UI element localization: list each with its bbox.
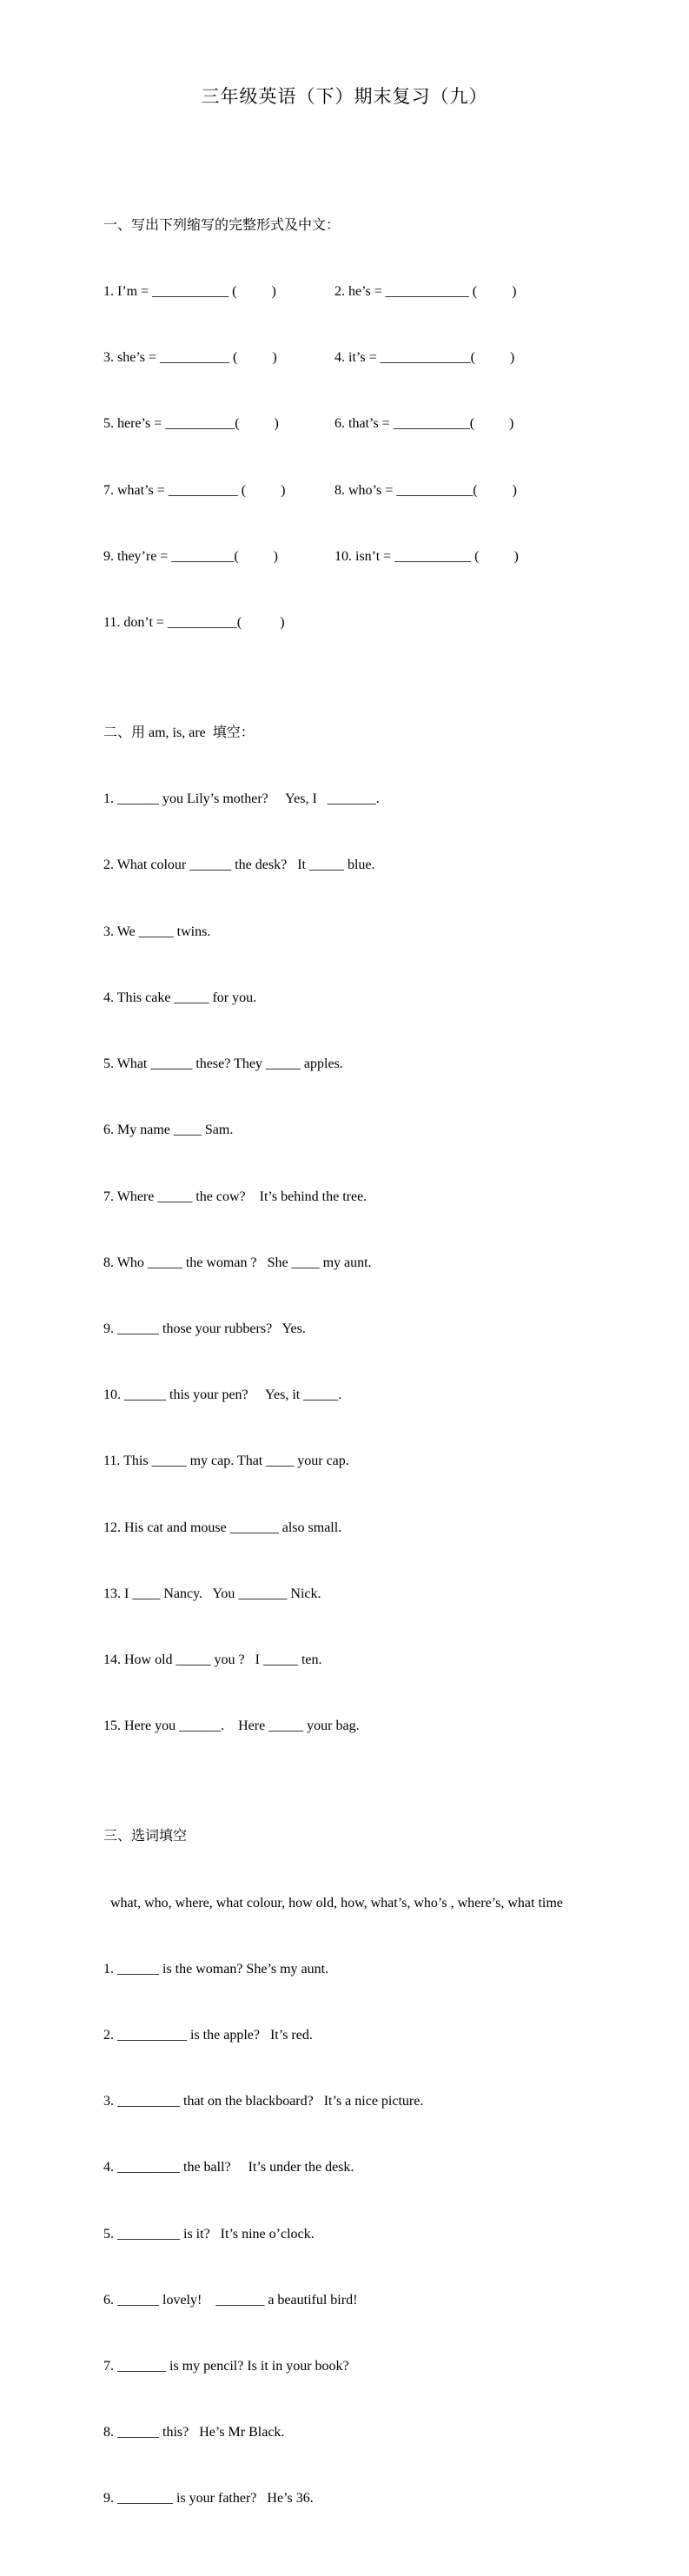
exercise-item-s1-6: 6. that’s = ___________( ) [335, 416, 514, 432]
exercise-item-s3-4: 4. _________ the ball? It’s under the desk. [103, 2160, 354, 2175]
exercise-item-s1-8: 8. who’s = ___________( ) [335, 482, 517, 498]
exercise-item-s1-9: 9. they’re = _________( ) [103, 548, 278, 564]
exercise-item-s3-5: 5. _________ is it? It’s nine o’clock. [103, 2226, 315, 2242]
page-title: 三年级英语（下）期末复习（九） [201, 86, 488, 107]
abbreviation-row-6 [103, 612, 628, 633]
exercise-item-s2-3: 3. We _____ twins. [103, 924, 211, 939]
exercise-item-s2-11: 11. This _____ my cap. That ____ your cap. [103, 1454, 349, 1469]
exercise-item-s1-3: 3. she’s = __________ ( ) [103, 350, 277, 366]
exercise-item-s2-15: 15. Here you ______. Here _____ your bag. [103, 1718, 360, 1734]
exercise-item-s2-13: 13. I ____ Nancy. You _______ Nick. [103, 1586, 321, 1601]
exercise-item-s1-7: 7. what’s = __________ ( ) [103, 482, 286, 498]
section3-heading: 三、选词填空 [103, 1829, 188, 1844]
exercise-item-s2-4: 4. This cake _____ for you. [103, 990, 257, 1005]
worksheet-content [103, 126, 628, 2576]
exercise-item-s2-6: 6. My name ____ Sam. [103, 1122, 234, 1138]
exercise-item-s1-blank [335, 612, 628, 633]
exercise-item-s3-6: 6. ______ lovely! _______ a beautiful bird! [103, 2292, 358, 2308]
exercise-item-s1-11: 11. don’t = __________( ) [103, 614, 285, 630]
abbreviation-row-3 [103, 413, 628, 434]
exercise-item-s3-8: 8. ______ this? He’s Mr Black. [103, 2425, 285, 2440]
exercise-item-s2-12: 12. His cat and mouse _______ also small. [103, 1520, 342, 1535]
exercise-item-s1-5: 5. here’s = __________( ) [103, 416, 279, 432]
exercise-item-s2-8: 8. Who _____ the woman ? She ____ my aunt. [103, 1255, 372, 1270]
exercise-item-s2-5: 5. What ______ these? They _____ apples. [103, 1056, 343, 1072]
abbreviation-row-1 [103, 281, 628, 302]
exercise-item-s2-7: 7. Where _____ the cow? It’s behind the tree. [103, 1189, 368, 1204]
exercise-item-s2-2: 2. What colour ______ the desk? It _____ blue. [103, 858, 375, 873]
abbreviation-row-5 [103, 546, 628, 567]
exercise-item-s1-1: 1. I’m = ___________ ( ) [103, 283, 276, 299]
exercise-item-s2-14: 14. How old _____ you ? I _____ ten. [103, 1652, 322, 1668]
abbreviation-row-4 [103, 480, 628, 501]
abbreviation-row-2 [103, 347, 628, 368]
section1-heading: 一、写出下列缩写的完整形式及中文： [103, 217, 341, 233]
exercise-item-s3-1: 1. ______ is the woman? She’s my aunt. [103, 1961, 329, 1977]
exercise-item-s2-9: 9. ______ those your rubbers? Yes. [103, 1321, 306, 1336]
exercise-item-s2-1: 1. ______ you Lily’s mother? Yes, I _______. [103, 791, 380, 807]
section2-heading: 二、用 am, is, are 填空： [103, 725, 255, 740]
exercise-item-s3-2: 2. __________ is the apple? It’s red. [103, 2027, 313, 2043]
exercise-item-s1-10: 10. isn’t = ___________ ( ) [335, 548, 519, 564]
exercise-item-s1-2: 2. he’s = ____________ ( ) [335, 283, 517, 299]
exercise-item-s3-9: 9. ________ is your father? He’s 36. [103, 2491, 314, 2506]
word-bank: what, who, where, what colour, how old, how, what’s, who’s , where’s, what time [103, 1895, 563, 1910]
exercise-item-s3-7: 7. _______ is my pencil? Is it in your book? [103, 2359, 349, 2374]
exercise-item-s1-4: 4. it’s = _____________( ) [335, 350, 515, 366]
exercise-item-s2-10: 10. ______ this your pen? Yes, it _____. [103, 1387, 342, 1403]
exercise-item-s3-3: 3. _________ that on the blackboard? It’s a nice picture. [103, 2094, 424, 2109]
